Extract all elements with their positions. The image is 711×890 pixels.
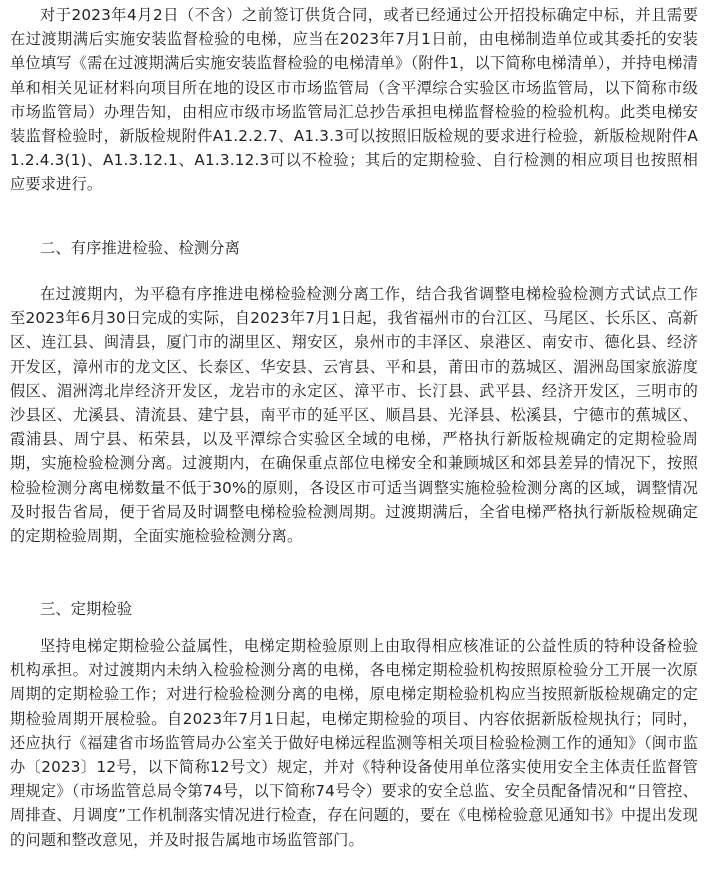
paragraph-periodic-inspection: 坚持电梯定期检验公益属性，电梯定期检验原则上由取得相应核准证的公益性质的特种设备检验机构承担。对过渡期内未纳入检验检测分离的电梯，各电梯定期检验机构按照原检验分工开展一次原周期的定期检验工作；对进行检验检测分离的电梯，原电梯定期检验机构应当按照新版检规确定的定期检验周期开展检验。自2023年7月1日起，电梯定期检验的项目、内容依据新版检规执行；同时，还应执行《福建省市场监管局办公室关于做好电梯远程监测等相关项目检验检测工作的通知》（闽市监办〔2023〕12号，以下简称12号文）规定，并对《特种设备使用单位落实使用安全主体责任监督管理规定》（市场监管总局令第74号，以下简称74号令）要求的安全总监、安全员配备情况和“日管控、周排查、月调度”工作机制落实情况进行检查，存在问题的，要在《电梯检验意见通知书》中提出发现的问题和整改意见，并及时报告属地市场监管部门。 xyxy=(10,637,698,849)
paragraph-separation: 在过渡期内，为平稳有序推进电梯检验检测分离工作，结合我省调整电梯检验检测方式试点工作至2023年6月30日完成的实际，自2023年7月1日起，我省福州市的台江区、马尾区、长乐区、高新区、连江县、闽清县，厦门市的湖里区、翔安区，泉州市的丰泽区、泉港区、南安市、德化县、经济开发区，漳州市的龙文区、长泰区、华安县、云宵县、平和县，莆田市的荔城区、湄洲岛国家旅游度假区、湄洲湾北岸经济开发区，龙岩市的永定区、漳平市、长汀县、武平县、经济开发区，三明市的沙县区、尤溪县、清流县、建宁县，南平市的延平区、顺昌县、光泽县、松溪县，宁德市的蕉城区、霞浦县、周宁县、柘荣县，以及平潭综合实验区全域的电梯，严格执行新版检规确定的定期检验周期，实施检验检测分离。过渡期内，在确保重点部位电梯安全和兼顾城区和郊县差异的情况下，按照检验检测分离电梯数量不低于30%的原则，各设区市可适当调整实施检验检测分离的区域，调整情况及时报告省局，便于省局及时调整电梯检验检测周期。过渡期满后，全省电梯严格执行新版检规确定的定期检验周期，全面实施检验检测分离。 xyxy=(10,285,698,546)
section-heading-periodic-inspection: 三、定期检验 xyxy=(40,600,133,618)
paragraph-transition-installation: 对于2023年4月2日（不含）之前签订供货合同，或者已经通过公开招投标确定中标，并且需要在过渡期满后实施安装监督检验的电梯，应当在2023年7月1日前，由电梯制造单位或其委托的安装单位填写《需在过渡期满后实施安装监督检验的电梯清单》（附件1，以下简称电梯清单），并持电梯清单和相关见证材料向项目所在地的设区市市场监管局（含平潭综合实验区市场监管局，以下简称市级市场监管局）办理告知，由相应市级市场监管局汇总抄告承担电梯监督检验的检验机构。此类电梯安装监督检验时，新版检规附件A1.2.2.7、A1.3.3可以按照旧版检规的要求进行检验，新版检规附件A1.2.4.3(1)、A1.3.12.1、A1.3.12.3可以不检验；其后的定期检验、自行检测的相应项目也按照相应要求进行。 xyxy=(10,6,698,194)
section-heading-separation: 二、有序推进检验、检测分离 xyxy=(40,239,241,257)
